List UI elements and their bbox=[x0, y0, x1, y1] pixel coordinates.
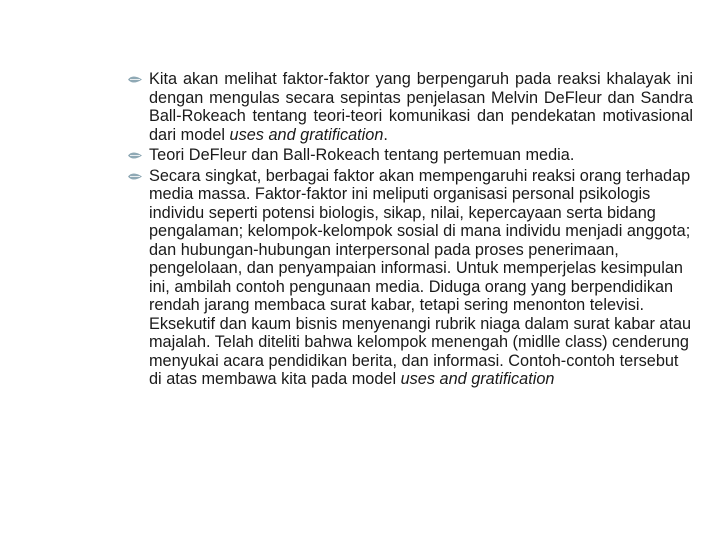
bullet-tail-text: . bbox=[383, 125, 388, 144]
bullet-list bbox=[128, 70, 693, 391]
bullet-italic-text: uses and gratification bbox=[229, 125, 384, 144]
bullet-italic-text: uses and gratification bbox=[400, 370, 555, 388]
bullet-item-3 bbox=[128, 167, 693, 389]
arrow-leaf-bullet-icon bbox=[128, 151, 142, 160]
arrow-leaf-bullet-icon bbox=[128, 75, 142, 84]
bullet-text: Kita akan melihat faktor-faktor yang berpengaruh pada reaksi khalayak ini dengan mengulas secara sepintas penjelasan Melvin DeFleur dan Sandra Ball-Rokeach tentang teori-teori komunikasi dan pendekatan motivasional dari model bbox=[149, 70, 693, 144]
bullet-text: Teori DeFleur dan Ball-Rokeach tentang pertemuan media. bbox=[149, 146, 575, 164]
bullet-item-2 bbox=[128, 146, 693, 165]
bullet-text: Secara singkat, berbagai faktor akan mempengaruhi reaksi orang terhadap media massa. Faktor-faktor ini meliputi organisasi personal psikologis individu seperti potensi biologis, sikap, nilai, kepercayaan serta bidang pengalaman; kelompok-kelompok sosial di mana individu menjadi anggota; dan hubungan-hubungan interpersonal pada proses penerimaan, pengelolaan, dan penyampaian informasi. Untuk memperjelas kesimpulan ini, ambilah contoh pengunaan media. Diduga orang yang berpendidikan rendah jarang membaca surat kabar, tetapi sering menonton televisi. Eksekutif dan kaum bisnis menyenangi rubrik niaga dalam surat kabar atau majalah. Telah diteliti bahwa kelompok menengah (midlle class) cenderung menyukai acara pendidikan berita, dan informasi. Contoh-contoh tersebut di atas membawa kita pada model bbox=[149, 166, 692, 388]
bullet-item-1 bbox=[128, 70, 693, 144]
arrow-leaf-bullet-icon bbox=[128, 172, 142, 181]
